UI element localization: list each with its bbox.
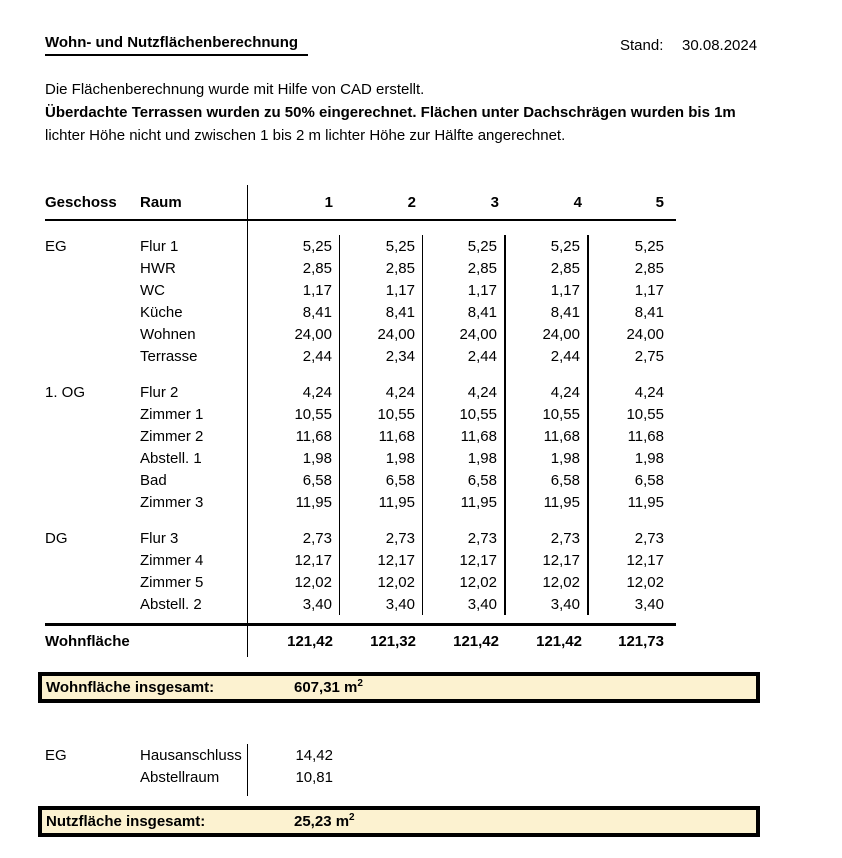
spacer-cell bbox=[589, 221, 676, 235]
gap-cell bbox=[423, 513, 506, 527]
cell-value: 2,85 bbox=[506, 257, 589, 279]
cell-value: 10,55 bbox=[423, 403, 506, 425]
cell-geschoss: EG bbox=[45, 237, 67, 255]
cell-value: 4,24 bbox=[248, 381, 340, 403]
cell-value: 11,95 bbox=[248, 491, 340, 513]
cell-value: 2,75 bbox=[634, 347, 664, 365]
cell-geschoss bbox=[45, 425, 140, 447]
cell-geschoss bbox=[45, 549, 140, 571]
cell-raum: Flur 2 bbox=[140, 381, 248, 403]
gap-cell bbox=[248, 367, 340, 381]
header-variant-3: 3 bbox=[490, 193, 499, 211]
gap-cell bbox=[423, 367, 506, 381]
cell-value: 3,40 bbox=[506, 593, 589, 615]
cell-raum: Terrasse bbox=[140, 345, 248, 367]
cell-value: 11,95 bbox=[506, 491, 589, 513]
cell-value: 2,85 bbox=[340, 257, 423, 279]
nutzflaeche-end-spacer bbox=[45, 788, 385, 796]
header-raum: Raum bbox=[140, 185, 248, 219]
cell-value: 4,24 bbox=[340, 381, 423, 403]
cell-raum: WC bbox=[140, 279, 248, 301]
area-table-body bbox=[45, 221, 676, 615]
cell-geschoss: EG bbox=[45, 746, 67, 764]
cell-value: 11,68 bbox=[340, 425, 423, 447]
cell-value: 11,68 bbox=[248, 425, 340, 447]
cell-value: 1,17 bbox=[340, 279, 423, 301]
cell-geschoss bbox=[45, 301, 140, 323]
table-row bbox=[45, 447, 676, 469]
cell-geschoss bbox=[45, 766, 140, 788]
cell-value: 2,73 bbox=[248, 527, 340, 549]
spacer-cell bbox=[140, 221, 248, 235]
cell-value: 1,98 bbox=[634, 449, 664, 467]
cell-value: 1,17 bbox=[423, 279, 506, 301]
cell-value: 6,58 bbox=[506, 469, 589, 491]
cell-value: 12,02 bbox=[423, 571, 506, 593]
cell-value: 2,73 bbox=[506, 527, 589, 549]
total-value-5: 121,73 bbox=[618, 633, 664, 650]
cell-value: 12,17 bbox=[423, 549, 506, 571]
intro-line-1: Die Flächenberechnung wurde mit Hilfe von CAD erstellt. bbox=[45, 81, 425, 98]
cell-raum: Zimmer 3 bbox=[140, 491, 248, 513]
header-variant-2: 2 bbox=[407, 193, 416, 211]
total-value-3: 121,42 bbox=[453, 633, 499, 650]
cell-raum: Abstellraum bbox=[140, 766, 248, 788]
nutzflaeche-row bbox=[45, 766, 385, 788]
cell-value: 6,58 bbox=[423, 469, 506, 491]
header-geschoss: Geschoss bbox=[45, 193, 117, 211]
cell-raum: Flur 1 bbox=[140, 235, 248, 257]
group-gap bbox=[45, 367, 676, 381]
cell-value: 12,02 bbox=[626, 573, 664, 591]
gap-cell bbox=[589, 367, 676, 381]
cell-raum: Küche bbox=[140, 301, 248, 323]
cell-raum: Abstell. 1 bbox=[140, 447, 248, 469]
cell-value: 2,73 bbox=[340, 527, 423, 549]
gap-cell bbox=[340, 367, 423, 381]
area-table-header-row bbox=[45, 185, 676, 221]
cell-geschoss bbox=[45, 279, 140, 301]
cell-value: 12,02 bbox=[506, 571, 589, 593]
header-variant-5: 5 bbox=[655, 193, 664, 211]
cell-value: 3,40 bbox=[634, 595, 664, 613]
cell-value: 10,81 bbox=[295, 768, 333, 786]
cell-value: 1,17 bbox=[248, 279, 340, 301]
total-value-2: 121,32 bbox=[370, 633, 416, 650]
cell-value: 11,95 bbox=[340, 491, 423, 513]
cell-value: 2,85 bbox=[423, 257, 506, 279]
cell-value: 3,40 bbox=[248, 593, 340, 615]
cell-geschoss: 1. OG bbox=[45, 383, 86, 401]
cell-value: 12,02 bbox=[248, 571, 340, 593]
cell-value: 8,41 bbox=[340, 301, 423, 323]
pre-total-spacer bbox=[45, 615, 676, 623]
wohnflaeche-summary-label: Wohnfläche insgesamt: bbox=[46, 679, 215, 696]
cell-raum: Abstell. 2 bbox=[140, 593, 248, 615]
cell-value: 5,25 bbox=[340, 235, 423, 257]
cell-value: 12,17 bbox=[248, 549, 340, 571]
cell-value: 8,41 bbox=[634, 303, 664, 321]
cell-value: 3,40 bbox=[340, 593, 423, 615]
cell-value: 12,02 bbox=[340, 571, 423, 593]
cell-value: 24,00 bbox=[248, 323, 340, 345]
nutzflaeche-summary-label: Nutzfläche insgesamt: bbox=[46, 813, 206, 830]
cell-raum: Wohnen bbox=[140, 323, 248, 345]
table-row bbox=[45, 469, 676, 491]
cell-raum: Zimmer 4 bbox=[140, 549, 248, 571]
cell-geschoss bbox=[45, 447, 140, 469]
cell-value: 5,25 bbox=[634, 237, 664, 255]
cell-geschoss bbox=[45, 571, 140, 593]
table-row bbox=[45, 403, 676, 425]
total-value-1: 121,42 bbox=[287, 633, 333, 650]
cell-value: 6,58 bbox=[340, 469, 423, 491]
cell-raum: Zimmer 2 bbox=[140, 425, 248, 447]
spacer-cell bbox=[506, 221, 589, 235]
table-row bbox=[45, 527, 676, 549]
gap-cell bbox=[140, 513, 248, 527]
cell-value: 4,24 bbox=[423, 381, 506, 403]
nutzflaeche-summary-value: 25,23 $m^2$ bbox=[294, 812, 355, 830]
cell-value: 10,55 bbox=[340, 403, 423, 425]
gap-cell bbox=[506, 367, 589, 381]
cell-value: 14,42 bbox=[295, 746, 333, 764]
cell-value: 11,68 bbox=[627, 427, 664, 445]
nutzflaeche-table bbox=[45, 744, 385, 796]
cell-raum: Hausanschluss bbox=[140, 744, 248, 766]
cell-value: 24,00 bbox=[423, 323, 506, 345]
cell-value: 2,34 bbox=[340, 345, 423, 367]
table-row bbox=[45, 491, 676, 513]
cell-value: 5,25 bbox=[248, 235, 340, 257]
cell-raum: Flur 3 bbox=[140, 527, 248, 549]
cell-value: 11,95 bbox=[423, 491, 506, 513]
nutzflaeche-summary-box bbox=[38, 806, 760, 837]
cell-value: 2,44 bbox=[506, 345, 589, 367]
cell-value: 12,17 bbox=[340, 549, 423, 571]
cell-value: 10,55 bbox=[626, 405, 664, 423]
cell-value: 11,68 bbox=[423, 425, 506, 447]
cell-geschoss bbox=[45, 491, 140, 513]
cell-value: 2,85 bbox=[634, 259, 664, 277]
cell-value: 6,58 bbox=[248, 469, 340, 491]
cell-value: 2,73 bbox=[423, 527, 506, 549]
square-superscript: 2 bbox=[349, 812, 355, 823]
cell-value: 1,98 bbox=[423, 447, 506, 469]
spacer-cell bbox=[340, 221, 423, 235]
cell-raum: Bad bbox=[140, 469, 248, 491]
intro-paragraph bbox=[45, 78, 745, 147]
total-value-4: 121,42 bbox=[536, 633, 582, 650]
header-variant-4: 4 bbox=[573, 193, 582, 211]
group-gap bbox=[45, 513, 676, 527]
cell-value: 24,00 bbox=[506, 323, 589, 345]
table-row bbox=[45, 257, 676, 279]
square-superscript: 2 bbox=[357, 678, 363, 689]
gap-cell bbox=[45, 513, 140, 527]
stand-label: Stand: bbox=[620, 37, 664, 54]
header-spacer bbox=[45, 221, 676, 235]
cell-geschoss bbox=[45, 257, 140, 279]
wohnflaeche-summary-value: 607,31 $m^2$ bbox=[294, 678, 363, 696]
cell-value: 1,98 bbox=[248, 447, 340, 469]
total-label: Wohnfläche bbox=[45, 633, 130, 650]
table-row bbox=[45, 425, 676, 447]
cell-value: 8,41 bbox=[423, 301, 506, 323]
cell-raum: HWR bbox=[140, 257, 248, 279]
cell-geschoss bbox=[45, 403, 140, 425]
cell-value: 4,24 bbox=[634, 383, 664, 401]
spacer-cell bbox=[248, 221, 340, 235]
table-row bbox=[45, 381, 676, 403]
wohnflaeche-total-row bbox=[45, 623, 676, 657]
intro-line-2: Überdachte Terrassen wurden zu 50% eingerechnet. Flächen unter Dachschrägen wurden bis 1m bbox=[45, 104, 736, 121]
gap-cell bbox=[45, 367, 140, 381]
intro-line-3: lichter Höhe nicht und zwischen 1 bis 2 m lichter Höhe zur Hälfte angerechnet. bbox=[45, 127, 566, 144]
cell-geschoss bbox=[45, 323, 140, 345]
gap-cell bbox=[340, 513, 423, 527]
gap-cell bbox=[140, 367, 248, 381]
cell-geschoss bbox=[45, 593, 140, 615]
cell-value: 24,00 bbox=[626, 325, 664, 343]
cell-value: 10,55 bbox=[248, 403, 340, 425]
table-row bbox=[45, 279, 676, 301]
cell-value: 12,17 bbox=[506, 549, 589, 571]
cell-geschoss bbox=[45, 469, 140, 491]
gap-cell bbox=[589, 513, 676, 527]
cell-geschoss bbox=[45, 345, 140, 367]
cell-raum: Zimmer 1 bbox=[140, 403, 248, 425]
cell-value: 1,17 bbox=[506, 279, 589, 301]
cell-value: 8,41 bbox=[506, 301, 589, 323]
cell-value: 8,41 bbox=[248, 301, 340, 323]
cell-value: 6,58 bbox=[634, 471, 664, 489]
table-row bbox=[45, 235, 676, 257]
cell-value: 3,40 bbox=[423, 593, 506, 615]
header-variant-1: 1 bbox=[324, 193, 333, 211]
area-table bbox=[45, 185, 676, 657]
cell-value: 2,73 bbox=[634, 529, 664, 547]
cell-value: 1,17 bbox=[634, 281, 664, 299]
cell-value: 1,98 bbox=[506, 447, 589, 469]
nutzflaeche-row bbox=[45, 744, 385, 766]
cell-value: 2,44 bbox=[248, 345, 340, 367]
table-row bbox=[45, 323, 676, 345]
cell-value: 11,95 bbox=[627, 493, 664, 511]
table-row bbox=[45, 571, 676, 593]
stand-date: 30.08.2024 bbox=[682, 37, 758, 54]
cell-value: 11,68 bbox=[506, 425, 589, 447]
cell-value: 10,55 bbox=[506, 403, 589, 425]
page-title: Wohn- und Nutzflächenberechnung bbox=[45, 34, 308, 56]
cell-value: 2,44 bbox=[423, 345, 506, 367]
table-row bbox=[45, 301, 676, 323]
gap-cell bbox=[248, 513, 340, 527]
cell-geschoss: DG bbox=[45, 529, 68, 547]
table-row bbox=[45, 345, 676, 367]
gap-cell bbox=[506, 513, 589, 527]
cell-value: 5,25 bbox=[506, 235, 589, 257]
spacer-cell bbox=[45, 221, 140, 235]
cell-value: 24,00 bbox=[340, 323, 423, 345]
table-row bbox=[45, 593, 676, 615]
cell-value: 1,98 bbox=[340, 447, 423, 469]
cell-value: 5,25 bbox=[423, 235, 506, 257]
table-row bbox=[45, 549, 676, 571]
wohnflaeche-summary-box bbox=[38, 672, 760, 703]
cell-value: 2,85 bbox=[248, 257, 340, 279]
spacer-cell bbox=[423, 221, 506, 235]
cell-value: 12,17 bbox=[626, 551, 664, 569]
cell-raum: Zimmer 5 bbox=[140, 571, 248, 593]
cell-value: 4,24 bbox=[506, 381, 589, 403]
